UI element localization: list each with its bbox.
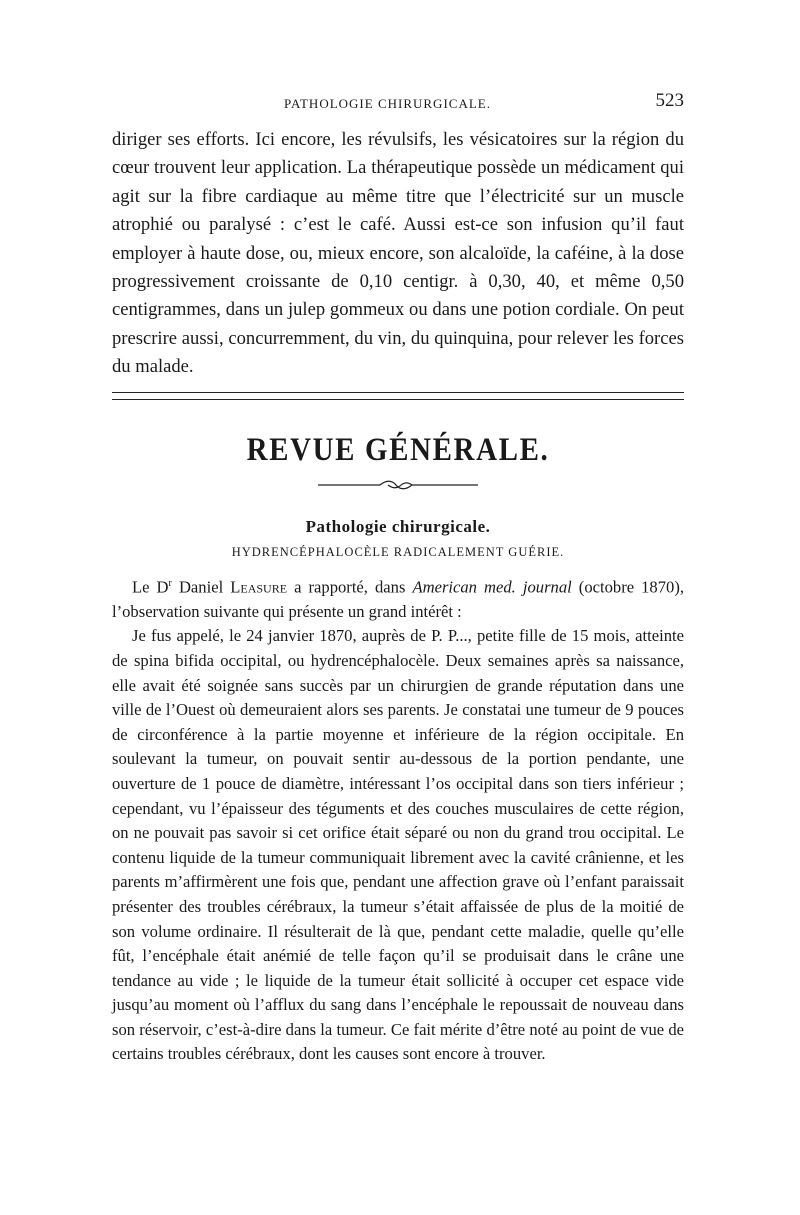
intro-paragraph: diriger ses efforts. Ici encore, les révulsifs, les vésicatoires sur la région du cœur trouvent leur application. La thérapeutique possède un médicament qui agit sur la fibre cardiaque au même titre que l’électricité sur un muscle atrophié ou paralysé : c’est le café. Aussi est-ce son infusion qu’il faut employer à haute dose, ou, mieux encore, son alcaloïde, la caféine, à la dose progressivement croissante de 0,10 centigr. à 0,30, 40, et même 0,50 centigrammes, dans un julep gommeux ou dans une potion cordiale. On peut prescrire aussi, concurremment, du vin, du quinquina, pour relever les forces du malade. <box>112 129 684 378</box>
article-title: HYDRENCÉPHALOCÈLE RADICALEMENT GUÉRIE. <box>231 544 565 559</box>
section-title: REVUE GÉNÉRALE. <box>246 431 550 468</box>
ornament-divider <box>112 477 684 495</box>
journal-name: American med. journal <box>412 577 572 597</box>
subsection-heading: Pathologie chirurgicale. <box>305 516 491 536</box>
book-page <box>112 90 684 1067</box>
observation-paragraph: Je fus appelé, le 24 janvier 1870, auprès de P. P..., petite fille de 15 mois, atteinte de spina bifida occipital, ou hydrencéphalocèle. Deux semaines après sa naissance, elle avait été soignée sans succès par un chirurgien de grande réputation dans une ville de l’Ouest où demeuraient alors ses parents. Je constatai une tumeur de 9 pouces de circonférence à la partie moyenne et inférieure de la région occipitale. En soulevant la tumeur, on pouvait sentir au-dessous de la portion pendante, une ouverture de 1 pouce de diamètre, intéressant l’os occipital dans son tiers inférieur ; cependant, vu l’épaisseur des téguments et des couches musculaires de cette région, on ne pouvait pas savoir si cet orifice était séparé ou non du grand trou occipital. Le contenu liquide de la tumeur communiquait librement avec la cavité crânienne, et les parents m’affirmèrent une fois que, pendant une affection grave où l’enfant paraissait présenter des troubles cérébraux, la tumeur s’était affaissée de plus de la moitié de son volume ordinaire. Il résulterait de là que, pendant cette maladie, quelle qu’elle fût, l’encéphale était anémié de telle façon qu’il se produisait dans le crâne une tendance au vide ; le liquide de la tumeur était sollicité à occuper cet espace vide jusqu’au moment où l’afflux du sang dans l’encéphale le repoussait de nouveau dans son réservoir, c’est-à-dire dans la tumeur. Ce fait mérite d’être noté au point de vue de certains troubles cérébraux, dont les causes sont encore à trouver. <box>112 626 684 1064</box>
article-intro: Le $D^r$ Daniel Leasure a rapporté, dans American med. journal (octobre 1870), l’observation suivante qui présente un grand intérêt : <box>112 577 684 621</box>
page-number: 523 <box>655 90 684 111</box>
author-name: Leasure <box>230 577 288 597</box>
double-rule-divider <box>112 392 684 400</box>
running-head-title: PATHOLOGIE CHIRURGICALE. <box>284 96 491 111</box>
running-head <box>112 90 684 118</box>
article-body <box>112 572 684 1067</box>
flourish-ornament-icon <box>318 477 478 493</box>
